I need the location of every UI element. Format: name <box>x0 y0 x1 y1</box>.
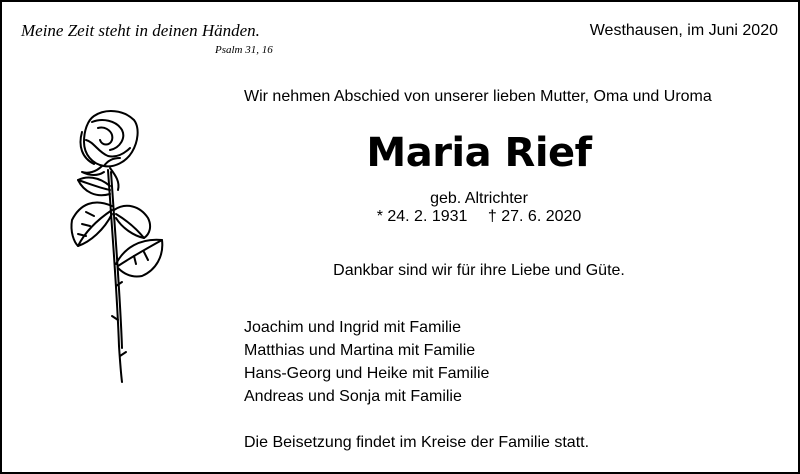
birth-name: geb. Altrichter <box>430 190 528 207</box>
life-dates <box>244 208 714 226</box>
rose-illustration <box>64 106 174 386</box>
burial-note: Die Beisetzung findet im Kreise der Familie statt. <box>244 434 590 451</box>
thanks-text: Dankbar sind wir für ihre Liebe und Güte. <box>333 262 625 279</box>
place-date: Westhausen, im Juni 2020 <box>589 22 778 39</box>
birth-date: * 24. 2. 1931 <box>376 208 468 225</box>
family-entry: Matthias und Martina mit Familie <box>244 342 476 359</box>
death-date: † 27. 6. 2020 <box>487 208 582 225</box>
family-entry: Andreas und Sonja mit Familie <box>244 388 462 405</box>
bible-quote: Meine Zeit steht in deinen Händen. <box>21 21 260 40</box>
family-entry: Joachim und Ingrid mit Familie <box>244 319 461 336</box>
family-list <box>244 316 489 408</box>
deceased-name: Maria Rief <box>366 130 592 176</box>
quote-source: Psalm 31, 16 <box>215 44 273 56</box>
intro-text: Wir nehmen Abschied von unserer lieben Mutter, Oma und Uroma <box>244 88 712 105</box>
family-entry: Hans-Georg und Heike mit Familie <box>244 365 490 382</box>
